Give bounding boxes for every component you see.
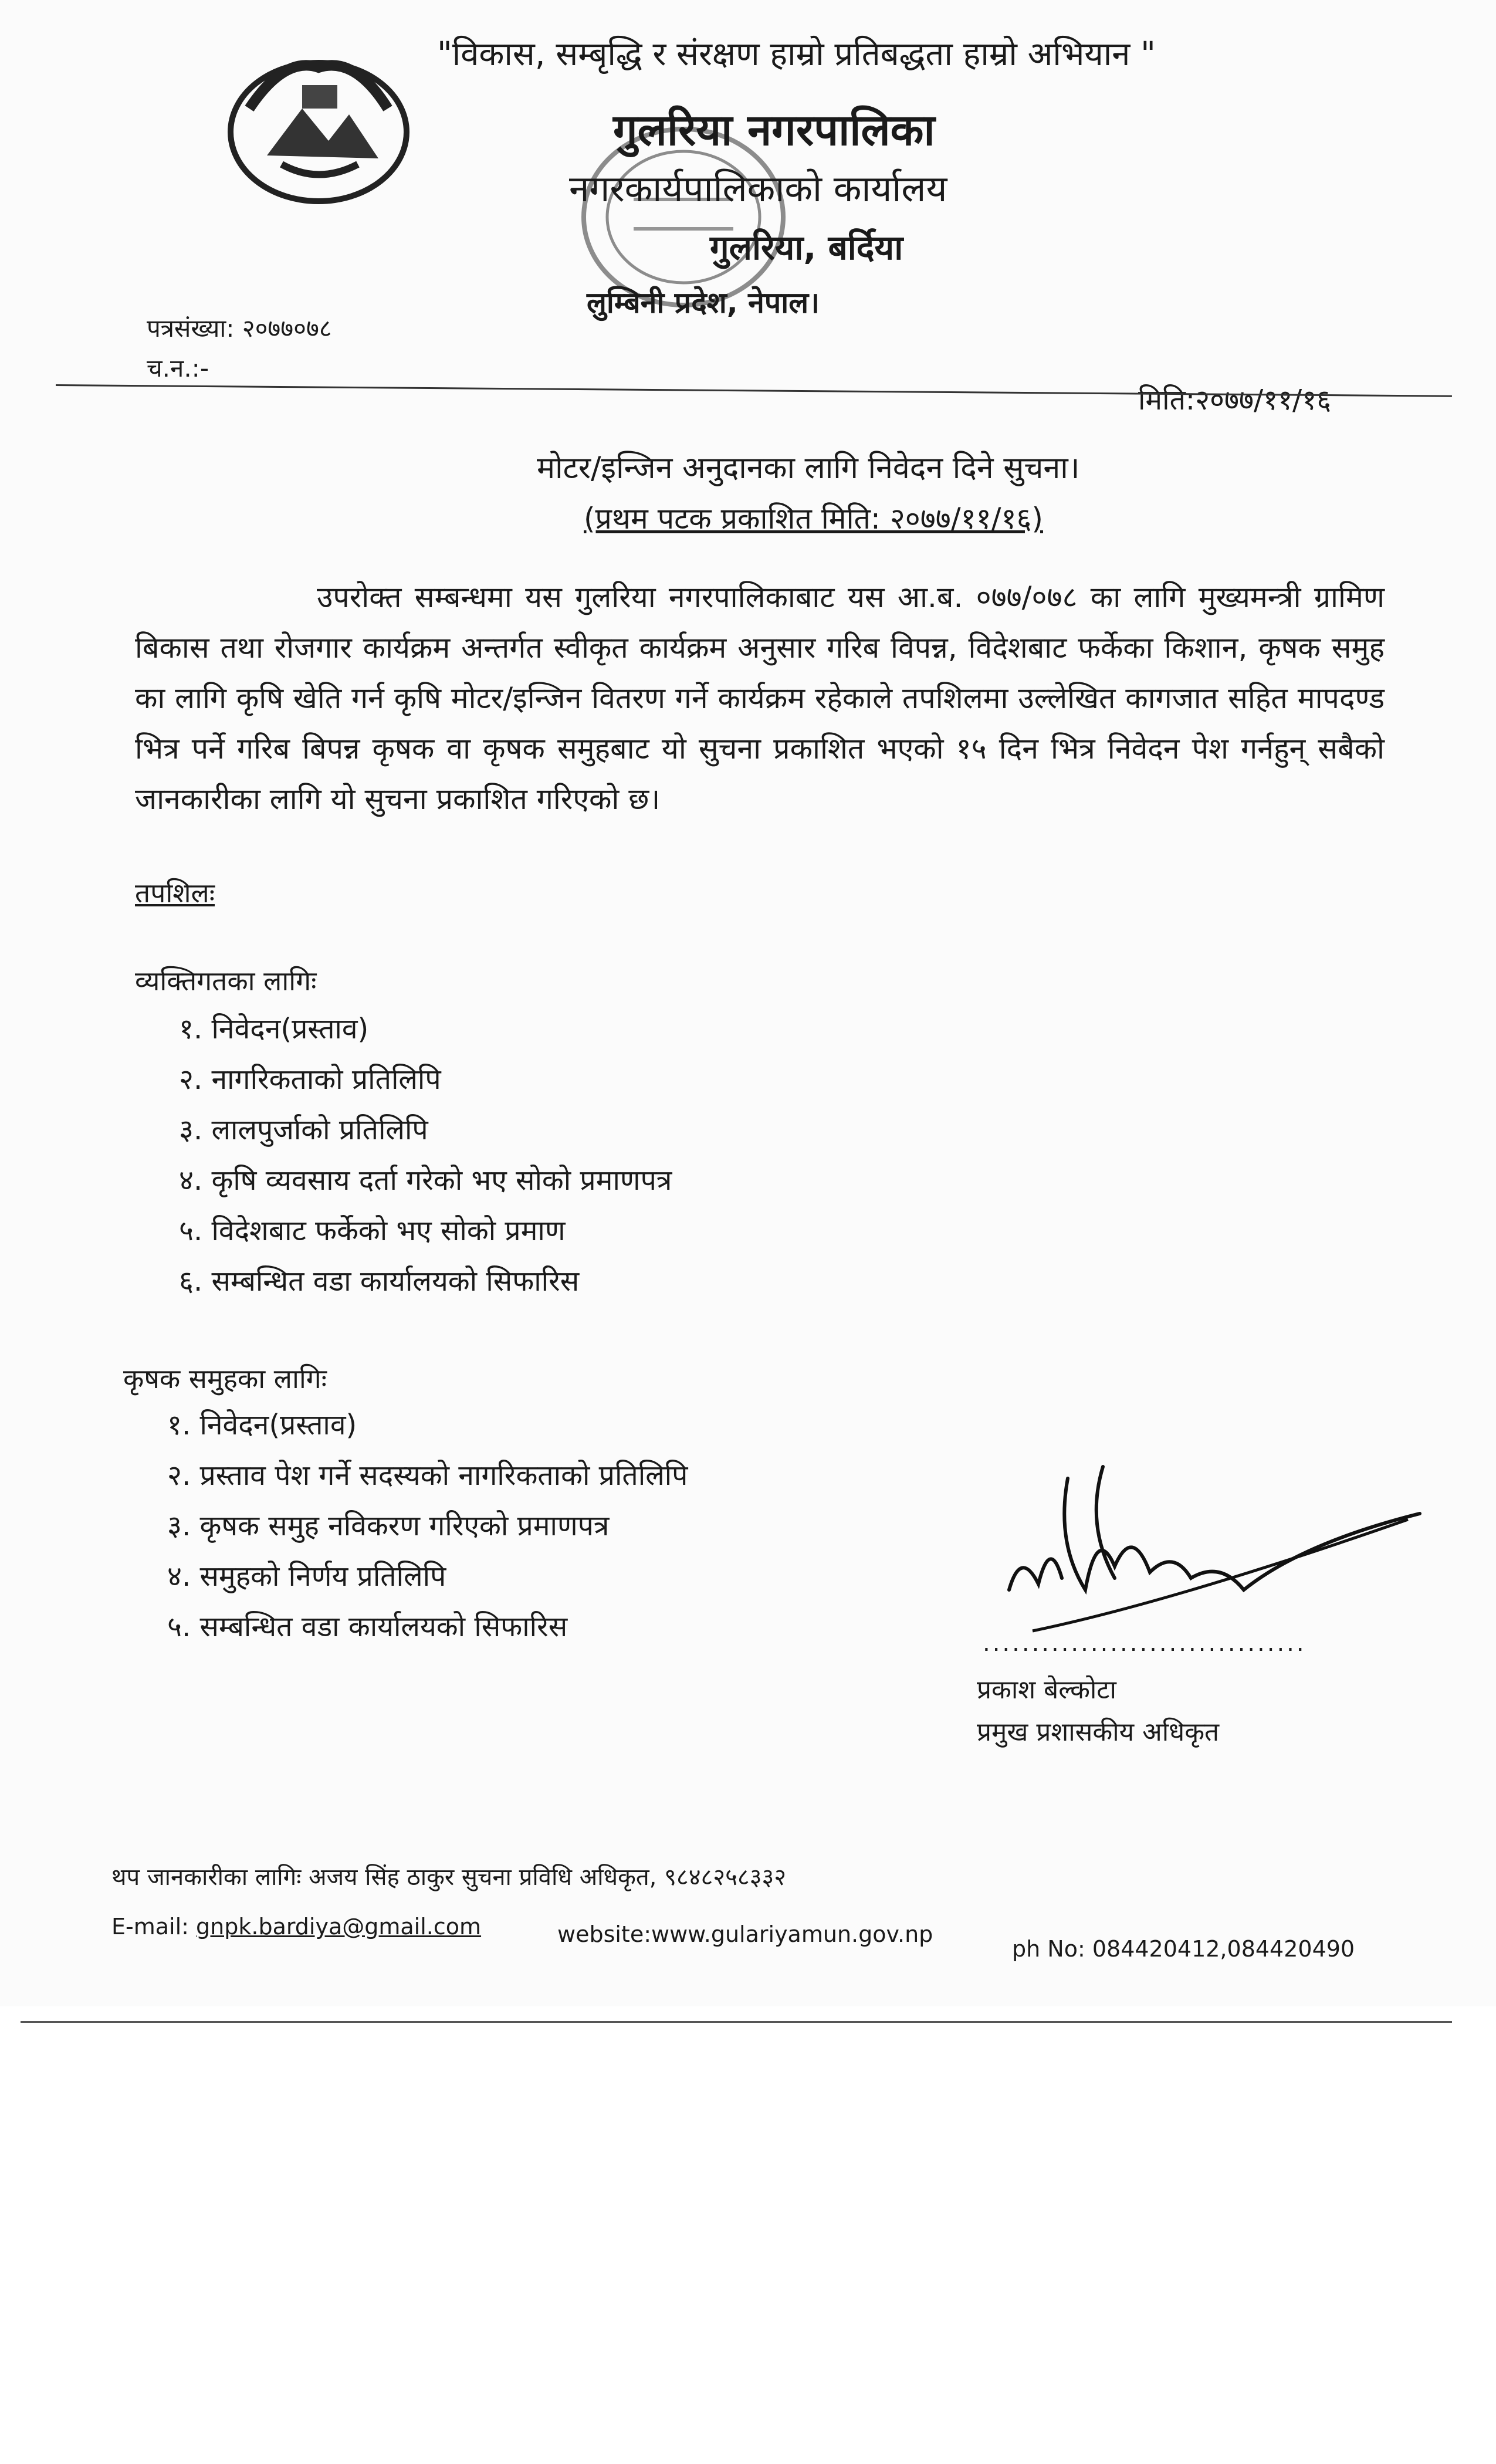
list-item: १. निवेदन(प्रस्ताव) bbox=[167, 1409, 357, 1441]
contact-info: थप जानकारीका लागिः अजय सिंह ठाकुर सुचना प्रविधि अधिकृत, ९८४८२५८३३२ bbox=[111, 1864, 787, 1891]
email-label: E-mail: bbox=[111, 1914, 197, 1940]
email-line bbox=[111, 1914, 481, 1940]
publication-date: (प्रथम पटक प्रकाशित मिति: २०७७/११/१६) bbox=[584, 502, 1043, 536]
motto: "विकास, सम्बृद्धि र संरक्षण हाम्रो प्रतिबद्धता हाम्रो अभियान " bbox=[437, 35, 1156, 73]
list-item: २. प्रस्ताव पेश गर्ने सदस्यको नागरिकताको प्रतिलिपि bbox=[167, 1459, 688, 1492]
website-link[interactable]: website:www.gulariyamun.gov.np bbox=[557, 1921, 933, 1947]
org-name: गुलरिया नगरपालिका bbox=[613, 105, 935, 155]
letter-date: मिति:२०७७/११/१६ bbox=[1138, 384, 1332, 417]
notice-title: मोटर/इन्जिन अनुदानका लागि निवेदन दिने सुचना। bbox=[537, 451, 1080, 486]
phone-numbers: ph No: 084420412,084420490 bbox=[1012, 1936, 1355, 1962]
list-item: ५. विदेशबाट फर्केको भए सोको प्रमाण bbox=[179, 1214, 566, 1247]
list-item: १. निवेदन(प्रस्ताव) bbox=[179, 1013, 369, 1045]
office-address: गुलरिया, बर्दिया bbox=[710, 228, 903, 268]
reference-number: पत्रसंख्या: २०७७०७८ bbox=[147, 314, 332, 343]
dispatch-number: च.न.:- bbox=[147, 354, 209, 383]
email-link[interactable]: gnpk.bardiya@gmail.com bbox=[196, 1914, 482, 1940]
list-item: ३. कृषक समुह नविकरण गरिएको प्रमाणपत्र bbox=[167, 1509, 610, 1542]
office-name: नगरकार्यपालिकाको कार्यालय bbox=[569, 167, 947, 210]
notice-body: उपरोक्त सम्बन्धमा यस गुलरिया नगरपालिकाबाट यस आ.ब. ०७७/०७८ का लागि मुख्यमन्त्री ग्रामिण बिकास तथा रोजगार कार्यक्रम अन्तर्गत स्वीकृत कार्यक्रम अनुसार गरिब विपन्न, विदेशबाट फर्केका किशान, कृषक समुह का लागि कृषि खेति गर्न कृषि मोटर/इन्जिन वितरण गर्ने कार्यक्रम रहेकाले तपशिलमा उल्लेखित कागजात सहित मापदण्ड भित्र पर्ने गरिब बिपन्न कृषक वा कृषक समुहबाट यो सुचना प्रकाशित भएको १५ दिन भित्र निवेदन पेश गर्नहुन् सबैको जानकारीका लागि यो सुचना प्रकाशित गरिएको छ। bbox=[135, 580, 1385, 816]
list-item: ४. कृषि व्यवसाय दर्ता गरेको भए सोको प्रमाणपत्र bbox=[179, 1164, 672, 1197]
list-item: ५. सम्बन्धित वडा कार्यालयको सिफारिस bbox=[167, 1610, 568, 1643]
individual-section-title: व्यक्तिगतका लागिः bbox=[135, 965, 317, 997]
signature-line: ................................. bbox=[983, 1630, 1307, 1657]
handwritten-signature bbox=[997, 1455, 1431, 1643]
province: लुम्बिनी प्रदेश, नेपाल। bbox=[587, 286, 820, 320]
list-item: २. नागरिकताको प्रतिलिपि bbox=[179, 1063, 441, 1096]
list-item: ३. लालपुर्जाको प्रतिलिपि bbox=[179, 1113, 428, 1146]
signatory-title: प्रमुख प्रशासकीय अधिकृत bbox=[977, 1717, 1220, 1747]
page-bottom-edge bbox=[21, 2021, 1452, 2023]
signatory-name: प्रकाश बेल्कोटा bbox=[977, 1675, 1116, 1705]
list-item: ४. समुहको निर्णय प्रतिलिपि bbox=[167, 1560, 446, 1593]
details-heading: तपशिलः bbox=[135, 877, 215, 909]
nepal-emblem-icon bbox=[214, 44, 422, 214]
list-item: ६. सम्बन्धित वडा कार्यालयको सिफारिस bbox=[179, 1265, 580, 1298]
individual-requirements-list bbox=[179, 1009, 672, 1312]
group-requirements-list bbox=[167, 1405, 688, 1657]
group-section-title: कृषक समुहका लागिः bbox=[123, 1363, 327, 1395]
